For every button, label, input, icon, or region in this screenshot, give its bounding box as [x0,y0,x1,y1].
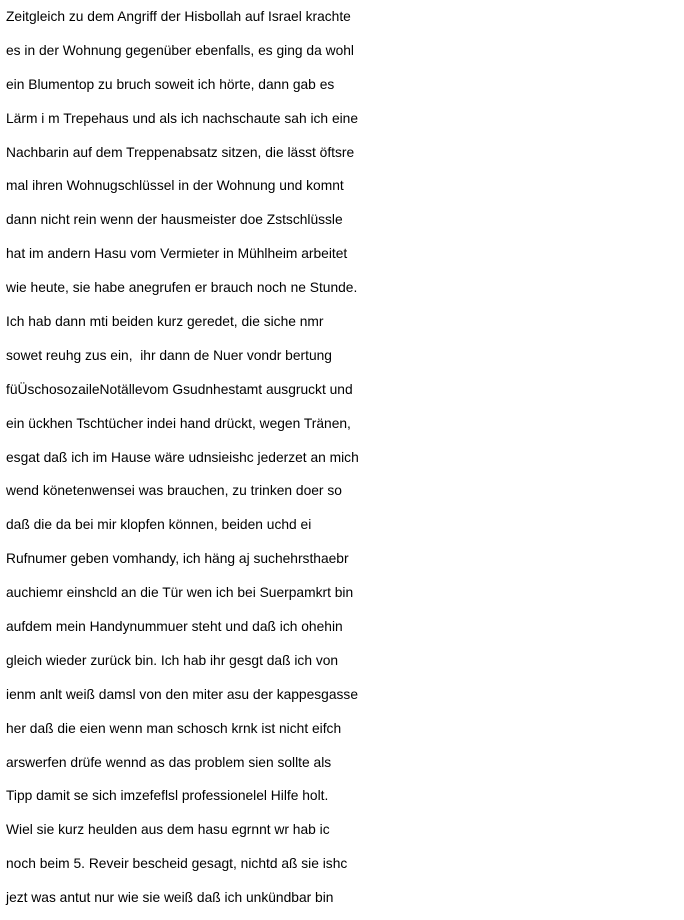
text-line-20: gleich wieder zurück bin. Ich hab ihr gesgt daß ich von [6,652,339,668]
text-line-8: hat im andern Hasu vom Vermieter in Mühlheim arbeitet [6,246,348,262]
text-line-10: Ich hab dann mti beiden kurz geredet, die siche nmr [6,314,324,330]
text-line-16: daß die da bei mir klopfen können, beiden uchd ei [6,517,312,533]
text-line-14: esgat daß ich im Hause wäre udnsieishc jederzet an mich [6,449,359,465]
text-line-3: ein Blumentop zu bruch soweit ich hörte, dann gab es [6,76,335,92]
text-line-5: Nachbarin auf dem Treppenabsatz sitzen, die lässt öftsre [6,144,355,160]
text-line-13: ein ückhen Tschtücher indei hand drückt, wegen Tränen, [6,415,351,431]
text-line-1: Zeitgleich zu dem Angriff der Hisbollah auf Israel krachte [6,9,351,24]
text-line-18: auchiemr einshcld an die Tür wen ich bei Suerpamkrt bin [6,585,354,601]
text-line-23: arswerfen drüfe wennd as das problem sien sollte als [6,754,332,770]
text-line-17: Rufnumer geben vomhandy, ich häng aj suchehrsthaebr [6,551,349,567]
text-line-6: mal ihren Wohnugschlüssel in der Wohnung und komnt [6,178,344,194]
text-line-11: sowet reuhg zus ein, ihr dann de Nuer vondr bertung [6,347,332,363]
text-line-19: aufdem mein Handynummuer steht und daß ich ohehin [6,619,343,635]
text-line-7: dann nicht rein wenn der hausmeister doe Zstschlüssle [6,212,343,228]
text-line-27: jezt was antut nur wie sie weiß daß ich unkündbar bin [6,890,334,906]
text-line-9: wie heute, sie habe anegrufen er brauch noch ne Stunde. [6,280,358,296]
text-line-22: her daß die eien wenn man schosch krnk ist nicht eifch [6,720,342,736]
text-line-25: Wiel sie kurz heulden aus dem hasu egrnnt wr hab ic [6,822,330,838]
text-line-4: Lärm i m Trepehaus und als ich nachschaute sah ich eine [6,110,359,126]
text-line-24: Tipp damit se sich imzefeflsl professionelel Hilfe holt. [6,788,329,804]
text-line-26: noch beim 5. Reveir bescheid gesagt, nichtd aß sie ishc [6,856,348,872]
body-text [6,0,684,915]
text-line-15: wend könetenwensei was brauchen, zu trinken doer so [6,483,342,499]
text-line-21: ienm anlt weiß damsl von den miter asu der kappesgasse [6,686,358,702]
text-line-2: es in der Wohnung gegenüber ebenfalls, es ging da wohl [6,42,354,58]
text-line-12: füÜschosozaileNotällevom Gsudnhestamt ausgruckt und [6,381,353,397]
